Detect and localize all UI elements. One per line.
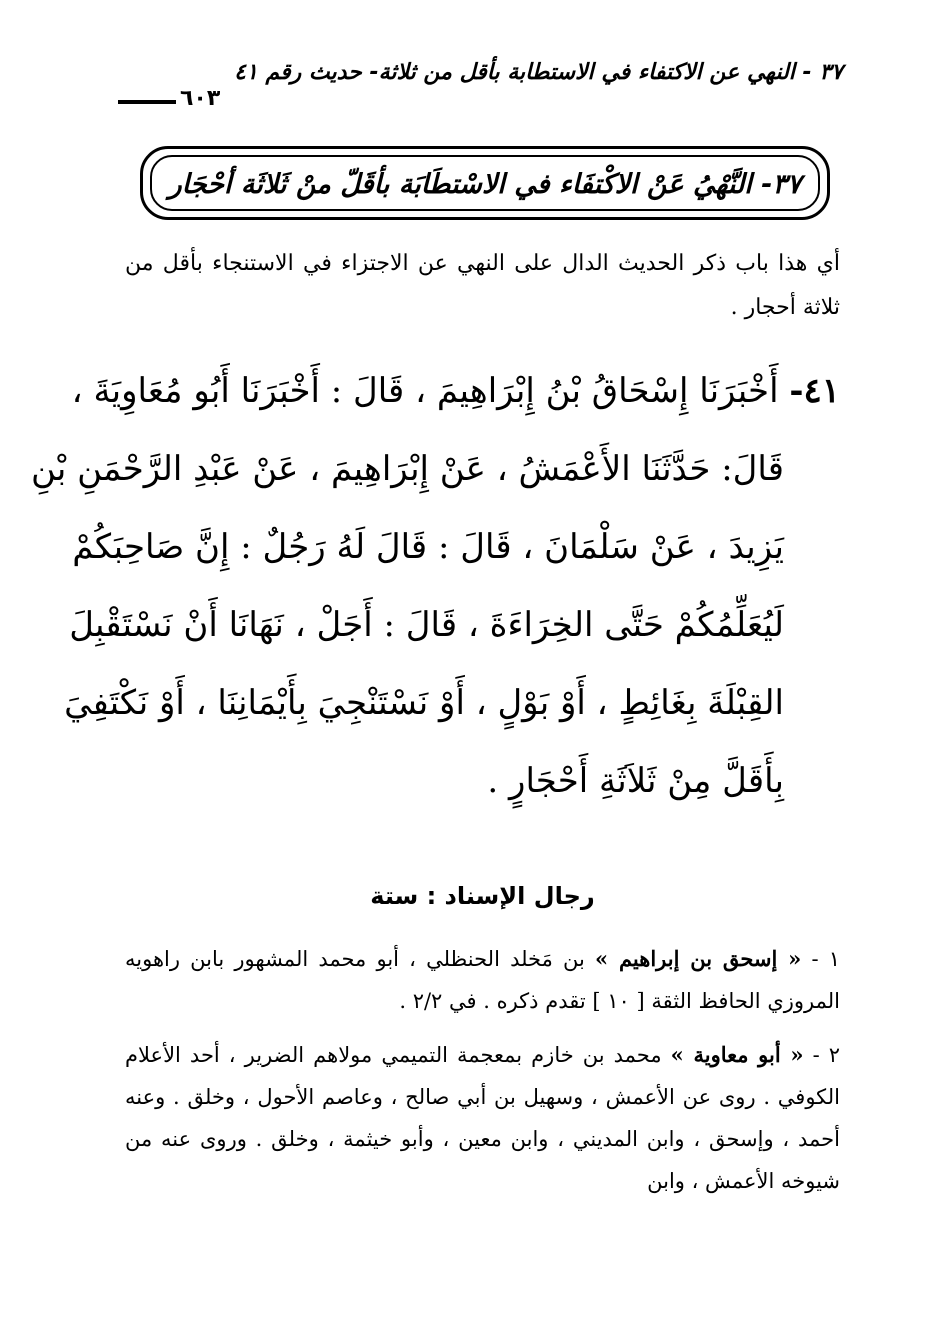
- hadith-line: القِبْلَةَ بِغَائِطٍ ، أَوْ بَوْلٍ ، أَوْ نَسْتَنْجِيَ بِأَيْمَانِنَا ، أَوْ نَكْتَفِيَ: [64, 683, 784, 723]
- hadith-line: بِأَقَلَّ مِنْ ثَلاَثَةِ أَحْجَارٍ .: [487, 761, 784, 801]
- narrator-number: ١ -: [811, 947, 840, 971]
- page-number: ٦٠٣: [180, 86, 221, 111]
- narrator-description: بن مَخلد الحنظلي ، أبو محمد المشهور بابن راهويه المروزي الحافظ الثقة [ ١٠ ] تقدم ذكره . في ٢/٢ .: [125, 947, 840, 1013]
- page-number-block: [118, 84, 258, 114]
- hadith-line: قَالَ: حَدَّثَنَا الأَعْمَشُ ، عَنْ إِبْرَاهِيمَ ، عَنْ عَبْدِ الرَّحْمَنِ بْنِ: [31, 449, 784, 489]
- narrator-description: محمد بن خازم بمعجمة التميمي مولاهم الضرير ، أحد الأعلام الكوفي . روى عن الأعمش ، وسهيل بن أبي صالح ، وعاصم الأحول ، وخلق . وعنه أحمد ، وإسحق ، وابن المديني ، وابن معين ، وأبو خيثمة ، وخلق . وروى عنه من شيوخه الأعمش ، وابن: [125, 1043, 840, 1193]
- narrator-entry: [125, 1034, 840, 1202]
- narrator-entry: [125, 938, 840, 1022]
- narrator-number: ٢ -: [812, 1043, 841, 1067]
- hadith-line: [71, 352, 840, 430]
- page-number-rule: [118, 100, 176, 104]
- chapter-title: ٣٧- النَّهْيُ عَنْ الاكْتفَاء في الاسْتطَابَة بأقَلّ منْ ثَلاثَة أحْجَار: [150, 155, 820, 211]
- hadith-line-text: أَخْبَرَنَا إِسْحَاقُ بْنُ إِبْرَاهِيمَ ، قَالَ : أَخْبَرَنَا أَبُو مُعَاوِيَةَ ،: [71, 371, 779, 411]
- hadith-line: لَيُعَلِّمُكُمْ حَتَّى الخِرَاءَةَ ، قَالَ : أَجَلْ ، نَهَانَا أَنْ نَسْتَقْبِلَ: [69, 605, 784, 645]
- hadith-text: [31, 352, 840, 820]
- running-header-title: ٣٧ - النهي عن الاكتفاء في الاستطابة بأقل من ثلاثة- حديث رقم ٤١: [234, 60, 843, 85]
- narrator-name: « إسحق بن إبراهيم »: [595, 946, 802, 971]
- chapter-title-frame: [140, 146, 830, 220]
- hadith-line: يَزِيدَ ، عَنْ سَلْمَانَ ، قَالَ : قَالَ لَهُ رَجُلٌ : إِنَّ صَاحِبَكُمْ: [72, 527, 784, 567]
- hadith-number: ٤١-: [789, 371, 840, 411]
- chapter-intro-paragraph: أي هذا باب ذكر الحديث الدال على النهي عن الاجتزاء في الاستنجاء بأقل من ثلاثة أحجار .: [125, 251, 840, 320]
- narrator-name: « أبو معاوية »: [670, 1042, 804, 1067]
- narrators-heading: رجال الإسناد : ستة: [370, 882, 595, 910]
